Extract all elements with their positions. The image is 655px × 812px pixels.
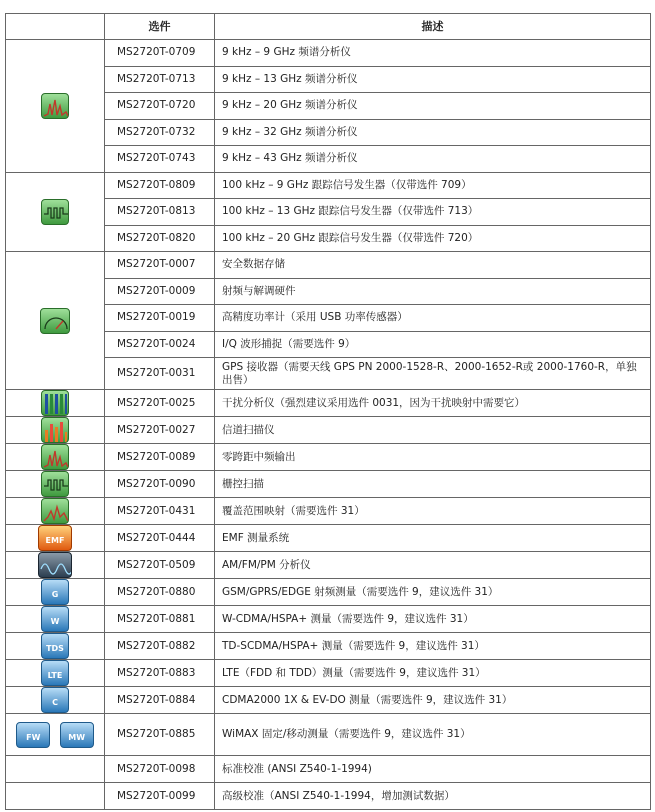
option-header: 选件 [105,14,215,40]
icon-cell [6,687,105,714]
option-desc: 高精度功率计（采用 USB 功率传感器） [215,305,651,332]
option-code: MS2720T-0809 [105,172,215,199]
option-code: MS2720T-0884 [105,687,215,714]
option-code: MS2720T-0813 [105,199,215,226]
icon-cell [6,471,105,498]
option-desc: TD-SCDMA/HSPA+ 测量（需要选件 9，建议选件 31） [215,633,651,660]
option-code: MS2720T-0098 [105,756,215,783]
option-code: MS2720T-0880 [105,579,215,606]
table-row [6,471,651,498]
table-row [6,606,651,633]
option-desc: 100 kHz – 20 GHz 跟踪信号发生器（仅带选件 720） [215,225,651,252]
option-desc: 9 kHz – 9 GHz 频谱分析仪 [215,40,651,67]
icon-cell [6,40,105,173]
option-code: MS2720T-0713 [105,66,215,93]
option-desc: 9 kHz – 32 GHz 频谱分析仪 [215,119,651,146]
option-code: MS2720T-0099 [105,783,215,810]
table-row [6,756,651,783]
table-row [6,390,651,417]
am-fm-pm-icon [38,552,72,578]
table-row [6,660,651,687]
icon-cell [6,417,105,444]
option-code: MS2720T-0019 [105,305,215,332]
option-desc: GSM/GPRS/EDGE 射频测量（需要选件 9，建议选件 31） [215,579,651,606]
td-scdma-icon: TDS [41,633,69,659]
icon-cell [6,756,105,783]
lte-icon: LTE [41,660,69,686]
icon-header [6,14,105,40]
table-row [6,417,651,444]
icon-cell [6,714,105,756]
option-desc: EMF 测量系统 [215,525,651,552]
option-desc: 100 kHz – 9 GHz 跟踪信号发生器（仅带选件 709） [215,172,651,199]
option-desc: 标准校准 (ANSI Z540-1-1994) [215,756,651,783]
option-desc: 栅控扫描 [215,471,651,498]
spectrum-analyzer-icon [41,93,69,119]
option-desc: 高级校准（ANSI Z540-1-1994，增加测试数据） [215,783,651,810]
options-table [5,13,651,810]
icon-cell [6,252,105,390]
zero-span-if-icon [41,444,69,470]
option-code: MS2720T-0732 [105,119,215,146]
option-code: MS2720T-0509 [105,552,215,579]
option-code: MS2720T-0743 [105,146,215,173]
table-row [6,579,651,606]
option-desc: 干扰分析仪（强烈建议采用选件 0031，因为干扰映射中需要它） [215,390,651,417]
coverage-mapping-icon [41,498,69,524]
table-row [6,687,651,714]
description-header: 描述 [215,14,651,40]
option-code: MS2720T-0025 [105,390,215,417]
table-row [6,714,651,756]
option-desc: LTE（FDD 和 TDD）测量（需要选件 9，建议选件 31） [215,660,651,687]
option-desc: 9 kHz – 20 GHz 频谱分析仪 [215,93,651,120]
option-code: MS2720T-0881 [105,606,215,633]
tracking-generator-icon [41,199,69,225]
power-meter-icon [40,308,70,334]
table-row [6,498,651,525]
option-desc: 射频与解调硬件 [215,278,651,305]
option-desc: I/Q 波形捕捉（需要选件 9） [215,331,651,358]
option-desc: 9 kHz – 13 GHz 频谱分析仪 [215,66,651,93]
emf-icon: EMF [38,525,72,551]
table-row [6,252,651,279]
option-desc: 安全数据存储 [215,252,651,279]
option-desc: GPS 接收器（需要天线 GPS PN 2000-1528-R、2000-1652-R或 2000-1760-R，单独出售） [215,358,651,390]
wimax-mobile-icon: MW [60,722,94,748]
option-desc: CDMA2000 1X & EV-DO 测量（需要选件 9，建议选件 31） [215,687,651,714]
channel-scanner-icon [41,417,69,443]
option-code: MS2720T-0444 [105,525,215,552]
icon-cell [6,498,105,525]
table-row [6,633,651,660]
gated-sweep-icon [41,471,69,497]
option-code: MS2720T-0007 [105,252,215,279]
icon-cell [6,633,105,660]
table-row [6,444,651,471]
wimax-fixed-icon: FW [16,722,50,748]
option-code: MS2720T-0031 [105,358,215,390]
icon-cell [6,579,105,606]
option-desc: 9 kHz – 43 GHz 频谱分析仪 [215,146,651,173]
option-code: MS2720T-0431 [105,498,215,525]
option-code: MS2720T-0820 [105,225,215,252]
icon-cell [6,172,105,252]
option-code: MS2720T-0885 [105,714,215,756]
option-code: MS2720T-0024 [105,331,215,358]
option-desc: 覆盖范围映射（需要选件 31） [215,498,651,525]
option-desc: AM/FM/PM 分析仪 [215,552,651,579]
icon-cell [6,783,105,810]
option-code: MS2720T-0027 [105,417,215,444]
option-desc: 信道扫描仪 [215,417,651,444]
icon-cell [6,390,105,417]
option-code: MS2720T-0090 [105,471,215,498]
table-row [6,40,651,67]
option-code: MS2720T-0882 [105,633,215,660]
icon-cell [6,444,105,471]
option-desc: 100 kHz – 13 GHz 跟踪信号发生器（仅带选件 713） [215,199,651,226]
option-code: MS2720T-0089 [105,444,215,471]
gsm-icon: G [41,579,69,605]
option-code: MS2720T-0709 [105,40,215,67]
table-header-row [6,14,651,40]
icon-cell [6,525,105,552]
table-row [6,783,651,810]
option-code: MS2720T-0009 [105,278,215,305]
table-row [6,552,651,579]
interference-analyzer-icon [41,390,69,416]
table-row [6,172,651,199]
icon-cell [6,606,105,633]
option-desc: WiMAX 固定/移动测量（需要选件 9，建议选件 31） [215,714,651,756]
option-desc: 零跨距中频输出 [215,444,651,471]
option-code: MS2720T-0883 [105,660,215,687]
cdma2000-icon: C [41,687,69,713]
option-desc: W-CDMA/HSPA+ 测量（需要选件 9，建议选件 31） [215,606,651,633]
option-code: MS2720T-0720 [105,93,215,120]
table-row [6,525,651,552]
wcdma-icon: W [41,606,69,632]
icon-cell [6,552,105,579]
icon-cell [6,660,105,687]
